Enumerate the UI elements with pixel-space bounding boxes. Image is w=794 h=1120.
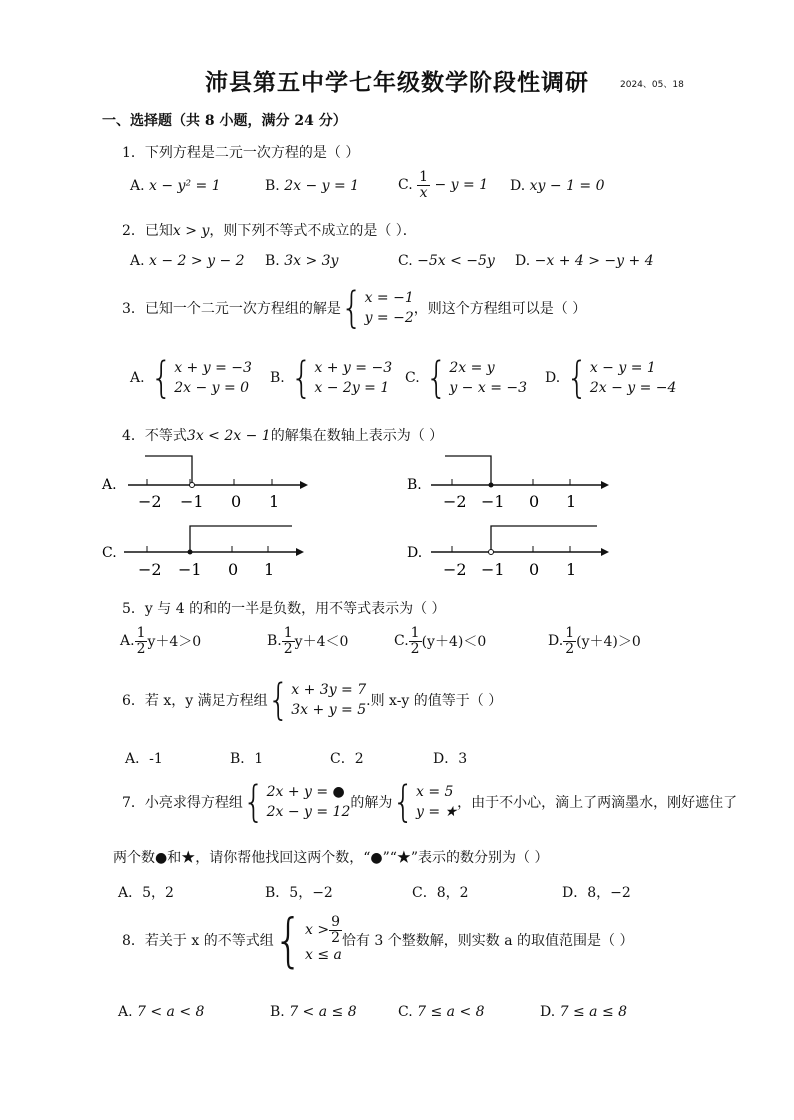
q1-option-d[interactable]: D. xy − 1 = 0 — [510, 178, 605, 194]
tick-label: 1 — [269, 492, 280, 511]
q6-equation-system: { x + 3y = 7 3x + y = 5 — [267, 675, 367, 726]
q2-option-a[interactable]: A. x − 2 > y − 2 — [130, 253, 245, 269]
q7-option-c[interactable]: C．8，2 — [412, 885, 469, 901]
q8-option-b[interactable]: B. 7 < a ≤ 8 — [270, 1004, 357, 1020]
question-8-stem: 8．若关于 x 的不等式组 { x > $\frac{9}{2}$ x ≤ a 恰有 3 个整数解，则实数 a 的取值范围是（ ） — [122, 906, 634, 975]
q4-option-a-number-line[interactable] — [100, 445, 315, 520]
question-1-stem: 1．下列方程是二元一次方程的是（ ） — [122, 145, 360, 161]
q4-option-d-label: D. — [407, 545, 423, 561]
tick-label: 0 — [529, 560, 540, 579]
question-3-stem: 3．已知一个二元一次方程组的解是 { x = −1 y = −2 ，则这个方程组可以是（ ） — [122, 283, 587, 334]
q4-option-b-label: B. — [407, 477, 422, 493]
axis-arrow — [601, 481, 609, 489]
section-heading: 一、选择题（共 8 小题，满分 24 分） — [102, 113, 347, 129]
q6-option-b[interactable]: B．1 — [230, 751, 264, 767]
closed-endpoint — [489, 483, 494, 488]
q4-option-b-number-line[interactable] — [405, 445, 620, 520]
q6-option-c[interactable]: C．2 — [330, 751, 364, 767]
tick-label: −2 — [138, 560, 162, 579]
tick-label: 0 — [231, 492, 242, 511]
q2-option-c[interactable]: C. −5x < −5y — [398, 253, 495, 269]
q2-option-b[interactable]: B. 3x > 3y — [265, 253, 339, 269]
q8-inequality-system: { x > $\frac{9}{2}$ x ≤ a — [273, 906, 342, 975]
open-endpoint — [190, 483, 195, 488]
question-6-stem: 6．若 x，y 满足方程组 { x + 3y = 7 3x + y = 5 .则 x-y 的值等于（ ） — [122, 675, 503, 726]
tick-label: 1 — [264, 560, 275, 579]
solution-ray — [491, 526, 597, 552]
closed-endpoint — [188, 550, 193, 555]
q2-option-d[interactable]: D. −x + 4 > −y + 4 — [515, 253, 654, 269]
exam-date: 2024、05、18 — [620, 80, 684, 90]
q6-option-d[interactable]: D．3 — [433, 751, 468, 767]
tick-label: 1 — [566, 560, 577, 579]
q5-option-d[interactable]: D. $\frac{1}{2}$ (y＋4)＞0 — [548, 625, 641, 657]
q7-option-d[interactable]: D．8，−2 — [562, 885, 631, 901]
q8-option-a[interactable]: A. 7 < a < 8 — [118, 1004, 205, 1020]
q4-option-a-label: A. — [102, 477, 117, 493]
q1-option-b[interactable]: B. 2x − y = 1 — [265, 178, 360, 194]
q5-option-b[interactable]: B. $\frac{1}{2}$ y＋4＜0 — [267, 625, 349, 657]
q3-option-b[interactable]: B. { x + y = −3 x − 2y = 1 — [270, 353, 393, 404]
q8-option-c[interactable]: C. 7 ≤ a < 8 — [398, 1004, 485, 1020]
tick-label: −2 — [443, 492, 467, 511]
q4-option-c-label: C. — [102, 545, 117, 561]
tick-label: −1 — [180, 492, 204, 511]
question-7-stem-line-2: 两个数●和★，请你帮他找回这两个数，“●”“★”表示的数分别为（ ） — [113, 850, 549, 866]
q7-solution-system: { x = 5 y = ★ — [392, 777, 458, 828]
q7-equation-system: { 2x + y = ● 2x − y = 12 — [242, 777, 351, 828]
question-2-stem: 2．已知x > y，则下列不等式不成立的是（ ）． — [122, 223, 417, 239]
page-title: 沛县第五中学七年级数学阶段性调研 — [205, 69, 589, 96]
axis-arrow — [601, 548, 609, 556]
axis-arrow — [296, 548, 304, 556]
tick-label: 0 — [228, 560, 239, 579]
q3-solution-system: { x = −1 y = −2 — [340, 283, 414, 334]
q7-option-a[interactable]: A．5，2 — [118, 885, 174, 901]
question-5-stem: 5．y 与 4 的和的一半是负数，用不等式表示为（ ） — [122, 601, 446, 617]
q4-option-c-number-line[interactable] — [100, 515, 315, 590]
tick-label: −1 — [481, 560, 505, 579]
q7-option-b[interactable]: B．5，−2 — [265, 885, 333, 901]
tick-label: 1 — [566, 492, 577, 511]
tick-label: −1 — [178, 560, 202, 579]
solution-ray — [190, 526, 292, 552]
tick-label: −2 — [443, 560, 467, 579]
solution-ray — [145, 456, 192, 485]
q1-option-c[interactable]: C. $\frac{1}{x}$ − y = 1 — [398, 169, 489, 201]
q5-option-a[interactable]: A. $\frac{1}{2}$ y＋4＞0 — [120, 625, 202, 657]
q4-option-d-number-line[interactable] — [405, 515, 620, 590]
open-endpoint — [489, 550, 494, 555]
q3-option-d[interactable]: D. { x − y = 1 2x − y = −4 — [545, 353, 677, 404]
q8-option-d[interactable]: D. 7 ≤ a ≤ 8 — [540, 1004, 628, 1020]
q3-option-c[interactable]: C. { 2x = y y − x = −3 — [405, 353, 528, 404]
axis-arrow — [300, 481, 308, 489]
q5-option-c[interactable]: C. $\frac{1}{2}$ (y＋4)＜0 — [394, 625, 487, 657]
tick-label: −1 — [481, 492, 505, 511]
tick-label: −2 — [138, 492, 162, 511]
tick-label: 0 — [529, 492, 540, 511]
q1-option-a[interactable]: A. x − y² = 1 — [130, 178, 221, 194]
question-4-stem: 4．不等式3x < 2x − 1的解集在数轴上表示为（ ） — [122, 428, 444, 444]
question-7-stem: 7．小亮求得方程组 { 2x + y = ● 2x − y = 12 的解为 { x = 5 y = ★ ，由于不小心，滴上了两滴墨水，刚好遮住了 — [122, 777, 738, 828]
q6-option-a[interactable]: A．-1 — [125, 751, 163, 767]
q3-option-a[interactable]: A. { x + y = −3 2x − y = 0 — [130, 353, 252, 404]
